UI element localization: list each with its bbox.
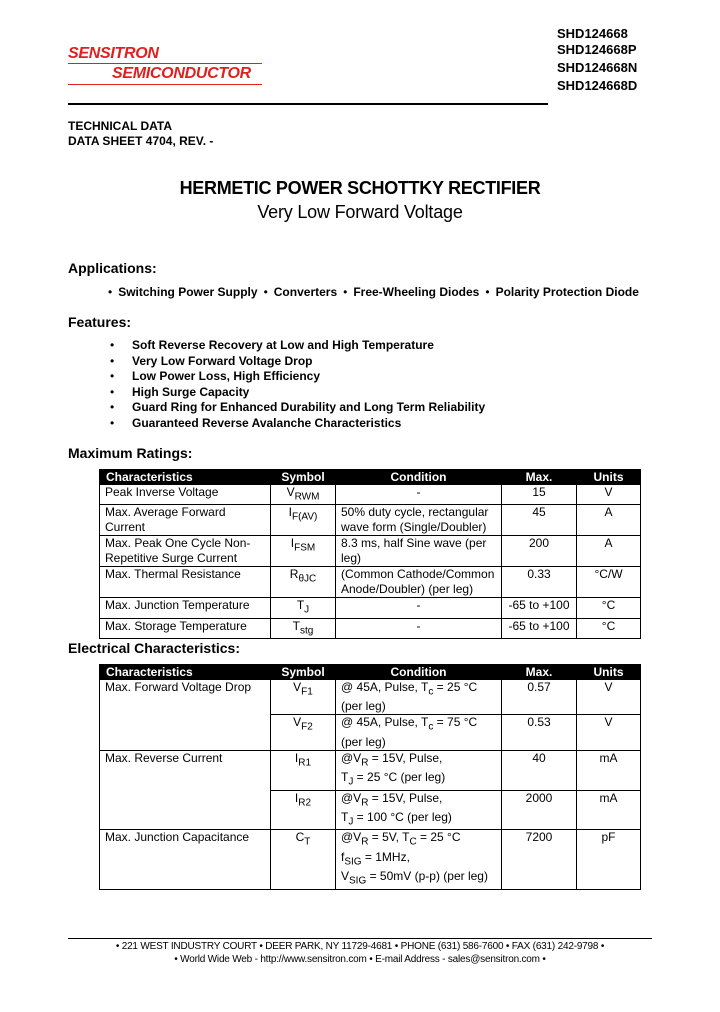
- applications-heading: Applications:: [68, 260, 157, 276]
- application-item: Switching Power Supply: [118, 285, 258, 299]
- max-value: 2000: [502, 790, 577, 830]
- bullet: •: [108, 285, 113, 299]
- feature-item: [110, 354, 312, 368]
- symbol: [271, 505, 336, 536]
- condition-subscript: R: [361, 757, 369, 769]
- symbol: [271, 618, 336, 638]
- condition-text: = 25 °C: [416, 830, 461, 845]
- condition: [336, 830, 502, 889]
- symbol-base: I: [290, 536, 295, 551]
- document-title: HERMETIC POWER SCHOTTKY RECTIFIER: [179, 178, 541, 198]
- unit: V: [577, 680, 641, 715]
- symbol-base: T: [296, 598, 305, 613]
- max-value: 45: [502, 505, 577, 536]
- max-value: 40: [502, 750, 577, 790]
- col-units: Units: [577, 470, 641, 485]
- condition-text: = 25 °C: [433, 680, 478, 694]
- table-row: [100, 567, 641, 598]
- feature-text: Guard Ring for Enhanced Durability and Long Term Reliability: [132, 400, 486, 414]
- symbol: [271, 680, 336, 715]
- max-value: 200: [502, 536, 577, 567]
- feature-text: Soft Reverse Recovery at Low and High Temperature: [132, 338, 434, 352]
- unit: mA: [577, 750, 641, 790]
- header-rule: [68, 103, 548, 105]
- unit: V: [577, 485, 641, 505]
- logo-underline-1: [68, 63, 262, 64]
- characteristic: Max. Storage Temperature: [100, 618, 271, 638]
- condition-text: T: [341, 770, 349, 785]
- condition-text: (per leg): [341, 699, 386, 714]
- unit: pF: [577, 830, 641, 889]
- logo-underline-2: [68, 84, 262, 85]
- condition-text: f: [341, 849, 345, 864]
- condition-subscript: c: [428, 721, 434, 733]
- feature-text: Very Low Forward Voltage Drop: [132, 354, 313, 368]
- symbol-subscript: RWM: [294, 491, 320, 503]
- col-symbol: Symbol: [271, 665, 336, 680]
- symbol-subscript: T: [304, 836, 311, 848]
- condition-text: = 50mV (p-p) (per leg): [366, 869, 488, 884]
- condition: (Common Cathode/Common Anode/Doubler) (per leg): [336, 567, 502, 598]
- condition-text: @ 45A, Pulse, T: [341, 680, 429, 694]
- symbol-subscript: stg: [300, 625, 314, 637]
- condition-text: T: [341, 809, 349, 824]
- max-value: -65 to +100: [502, 618, 577, 638]
- bullet: •: [110, 416, 115, 430]
- unit: A: [577, 536, 641, 567]
- condition-text: = 15V, Pulse,: [368, 790, 443, 805]
- part-number-4: SHD124668D: [557, 78, 638, 93]
- features-heading: Features:: [68, 314, 132, 330]
- condition-text: @ 45A, Pulse, T: [341, 715, 429, 730]
- characteristic: Max. Peak One Cycle Non-Repetitive Surge Current: [100, 536, 271, 567]
- condition-subscript: c: [428, 686, 434, 698]
- symbol-base: V: [293, 680, 302, 694]
- symbol-subscript: F1: [301, 686, 313, 698]
- condition-subscript: C: [409, 836, 417, 848]
- condition-text: @V: [341, 750, 362, 765]
- characteristic: Max. Average Forward Current: [100, 505, 271, 536]
- part-number-3: SHD124668N: [557, 60, 638, 75]
- table-row: [100, 830, 641, 889]
- data-sheet-label: DATA SHEET 4704, REV. -: [68, 134, 214, 148]
- application-item: Free-Wheeling Diodes: [353, 285, 480, 299]
- applications-list: [108, 285, 639, 299]
- condition-subscript: J: [348, 776, 354, 788]
- table-header-row: [100, 665, 641, 680]
- unit: °C/W: [577, 567, 641, 598]
- part-number-2: SHD124668P: [557, 42, 637, 57]
- table-row: [100, 485, 641, 505]
- characteristic: Peak Inverse Voltage: [100, 485, 271, 505]
- symbol-subscript: F2: [301, 721, 313, 733]
- feature-item: [110, 369, 320, 383]
- part-number-1: SHD124668: [557, 26, 628, 41]
- symbol: [271, 790, 336, 830]
- bullet: •: [110, 369, 115, 383]
- unit: mA: [577, 790, 641, 830]
- table-header-row: [100, 470, 641, 485]
- bullet: •: [110, 400, 115, 414]
- condition-subscript: SIG: [349, 875, 367, 887]
- col-condition: Condition: [336, 470, 502, 485]
- characteristic: Max. Thermal Resistance: [100, 567, 271, 598]
- condition-text: = 25 °C (per leg): [353, 770, 446, 785]
- feature-item: [110, 338, 434, 352]
- unit: A: [577, 505, 641, 536]
- max-value: 15: [502, 485, 577, 505]
- symbol-subscript: FSM: [294, 542, 316, 554]
- condition-text: V: [341, 869, 350, 884]
- condition-subscript: R: [361, 796, 369, 808]
- feature-text: Guaranteed Reverse Avalanche Characteristics: [132, 416, 402, 430]
- max-value: 7200: [502, 830, 577, 889]
- symbol-base: I: [294, 790, 299, 805]
- max-value: 0.33: [502, 567, 577, 598]
- symbol-subscript: R2: [298, 796, 312, 808]
- symbol-base: V: [286, 485, 295, 499]
- symbol-base: V: [293, 715, 302, 730]
- condition: [336, 680, 502, 715]
- max-value: 0.53: [502, 715, 577, 750]
- feature-item: [110, 400, 485, 414]
- condition: -: [336, 598, 502, 618]
- application-item: Polarity Protection Diode: [495, 285, 639, 299]
- max-value: -65 to +100: [502, 598, 577, 618]
- unit: °C: [577, 598, 641, 618]
- table-row: [100, 680, 641, 715]
- footer-web-email: • World Wide Web - http://www.sensitron.com • E-mail Address - sales@sensitron.com •: [174, 954, 546, 965]
- bullet: •: [263, 285, 268, 299]
- characteristic: Max. Reverse Current: [100, 750, 271, 830]
- condition: [336, 715, 502, 750]
- symbol: [271, 830, 336, 889]
- condition-text: = 100 °C (per leg): [353, 809, 452, 824]
- bullet: •: [485, 285, 490, 299]
- condition-text: = 1MHz,: [361, 849, 410, 864]
- symbol: [271, 598, 336, 618]
- condition-text: @V: [341, 790, 362, 805]
- condition-subscript: SIG: [344, 856, 362, 868]
- symbol-base: I: [294, 750, 299, 765]
- unit: °C: [577, 618, 641, 638]
- condition-subscript: R: [361, 836, 369, 848]
- col-condition: Condition: [336, 665, 502, 680]
- symbol: [271, 536, 336, 567]
- symbol: [271, 750, 336, 790]
- characteristic: Max. Forward Voltage Drop: [100, 680, 271, 751]
- col-symbol: Symbol: [271, 470, 336, 485]
- max-value: 0.57: [502, 680, 577, 715]
- company-logo-line2: SEMICONDUCTOR: [112, 65, 251, 82]
- bullet: •: [110, 354, 115, 368]
- table-row: [100, 505, 641, 536]
- condition: 8.3 ms, half Sine wave (per leg): [336, 536, 502, 567]
- symbol-base: T: [292, 618, 300, 633]
- symbol-subscript: J: [304, 604, 310, 616]
- characteristic: Max. Junction Capacitance: [100, 830, 271, 889]
- bullet: •: [110, 338, 115, 352]
- condition-text: @V: [341, 830, 362, 845]
- table-row: [100, 598, 641, 618]
- symbol-base: C: [295, 830, 305, 845]
- footer-rule: [68, 938, 652, 939]
- max-ratings-heading: Maximum Ratings:: [68, 445, 193, 461]
- condition: -: [336, 485, 502, 505]
- condition-text: = 5V, T: [368, 830, 410, 845]
- col-characteristics: Characteristics: [100, 665, 271, 680]
- symbol-subscript: F(AV): [291, 511, 318, 523]
- bullet: •: [343, 285, 348, 299]
- technical-data-label: TECHNICAL DATA: [68, 119, 172, 133]
- symbol: [271, 567, 336, 598]
- condition: [336, 790, 502, 830]
- table-row: [100, 750, 641, 790]
- feature-text: High Surge Capacity: [132, 385, 250, 399]
- table-row: [100, 536, 641, 567]
- max-ratings-table: [99, 469, 641, 639]
- condition-text: = 75 °C: [433, 715, 478, 730]
- application-item: Converters: [273, 285, 338, 299]
- symbol-base: I: [288, 505, 292, 520]
- feature-item: [110, 385, 249, 399]
- company-logo-line1: SENSITRON: [68, 45, 159, 62]
- table-row: [100, 618, 641, 638]
- feature-text: Low Power Loss, High Efficiency: [132, 369, 321, 383]
- symbol-subscript: θJC: [298, 573, 317, 585]
- condition-text: (per leg): [341, 734, 386, 749]
- characteristic: Max. Junction Temperature: [100, 598, 271, 618]
- condition: 50% duty cycle, rectangular wave form (Single/Doubler): [336, 505, 502, 536]
- col-max: Max.: [502, 470, 577, 485]
- condition: [336, 750, 502, 790]
- unit: V: [577, 715, 641, 750]
- symbol-base: R: [289, 567, 299, 582]
- symbol-subscript: R1: [298, 757, 312, 769]
- condition-text: = 15V, Pulse,: [368, 750, 443, 765]
- electrical-heading: Electrical Characteristics:: [68, 640, 240, 656]
- condition: -: [336, 618, 502, 638]
- symbol: [271, 715, 336, 750]
- footer-address: • 221 WEST INDUSTRY COURT • DEER PARK, NY 11729-4681 • PHONE (631) 586-7600 • FAX (631) 242-9798 •: [115, 941, 605, 952]
- document-subtitle: Very Low Forward Voltage: [257, 202, 463, 222]
- condition-subscript: J: [348, 816, 354, 828]
- symbol: [271, 485, 336, 505]
- col-max: Max.: [502, 665, 577, 680]
- electrical-table: [99, 664, 641, 890]
- col-units: Units: [577, 665, 641, 680]
- col-characteristics: Characteristics: [100, 470, 271, 485]
- bullet: •: [110, 385, 115, 399]
- feature-item: [110, 416, 401, 430]
